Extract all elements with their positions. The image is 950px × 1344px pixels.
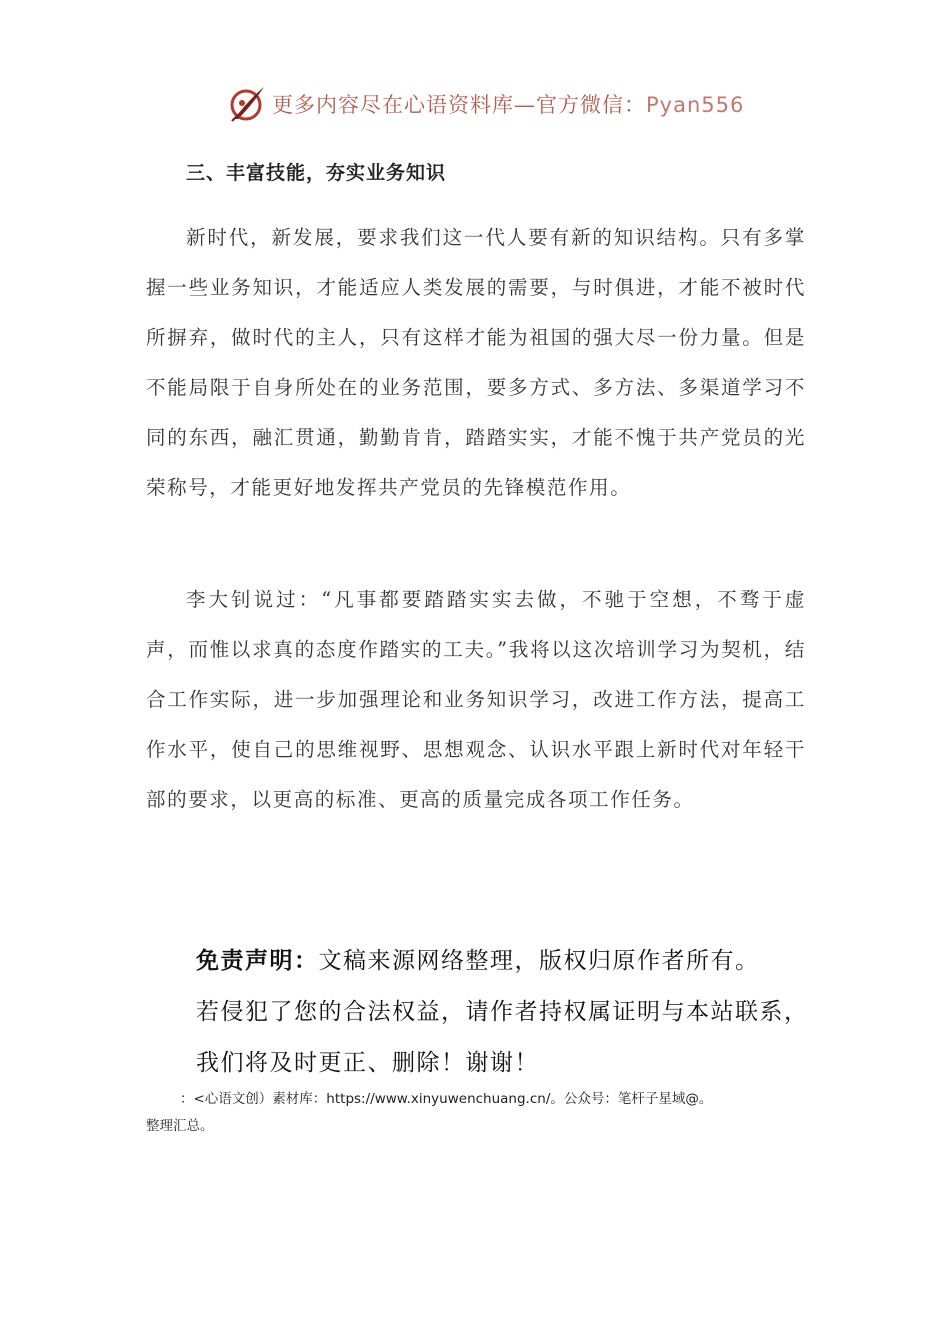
- source-note: [146, 1086, 816, 1140]
- source-line-2: 整理汇总。: [146, 1118, 214, 1134]
- banner-text: [272, 89, 744, 119]
- source-line-1: ：<心语文创）素材库：https://www.xinyuwenchuang.cn/。公众号：笔杆子星域@。: [180, 1091, 713, 1107]
- header-banner: [226, 82, 744, 126]
- disclaimer-text: 文稿来源网络整理，版权归原作者所有。: [318, 948, 760, 974]
- banner-wechat-id: Pyan556: [646, 93, 745, 117]
- quill-pen-logo-icon: [226, 83, 268, 125]
- section-heading: 三、丰富技能，夯实业务知识: [186, 162, 447, 184]
- body-paragraph: 新时代，新发展，要求我们这一代人要有新的知识结构。只有多掌握一些业务知识，才能适应人类发展的需要，与时俱进，才能不被时代所摒弃，做时代的主人，只有这样才能为祖国的强大尽一份力量。但是不能局限于自身所处在的业务范围，要多方式、多方法、多渠道学习不同的东西，融汇贯通，勤勤肯肯，踏踏实实，才能不愧于共产党员的光荣称号，才能更好地发挥共产党员的先锋模范作用。: [146, 226, 806, 499]
- disclaimer-label: 免责声明：: [196, 948, 319, 974]
- disclaimer-line-1: [146, 936, 811, 987]
- banner-main-text: 更多内容尽在心语资料库—官方微信：: [272, 93, 646, 117]
- disclaimer: [146, 936, 811, 1089]
- disclaimer-line-2: 若侵犯了您的合法权益，请作者持权属证明与本站联系，我们将及时更正、删除！谢谢！: [196, 999, 809, 1076]
- body-paragraph: 李大钊说过：“凡事都要踏踏实实去做，不驰于空想，不骛于虚声，而惟以求真的态度作踏实的工夫。”我将以这次培训学习为契机，结合工作实际，进一步加强理论和业务知识学习，改进工作方法，提高工作水平，使自己的思维视野、思想观念、认识水平跟上新时代对年轻干部的要求，以更高的标准、更高的质量完成各项工作任务。: [146, 588, 806, 811]
